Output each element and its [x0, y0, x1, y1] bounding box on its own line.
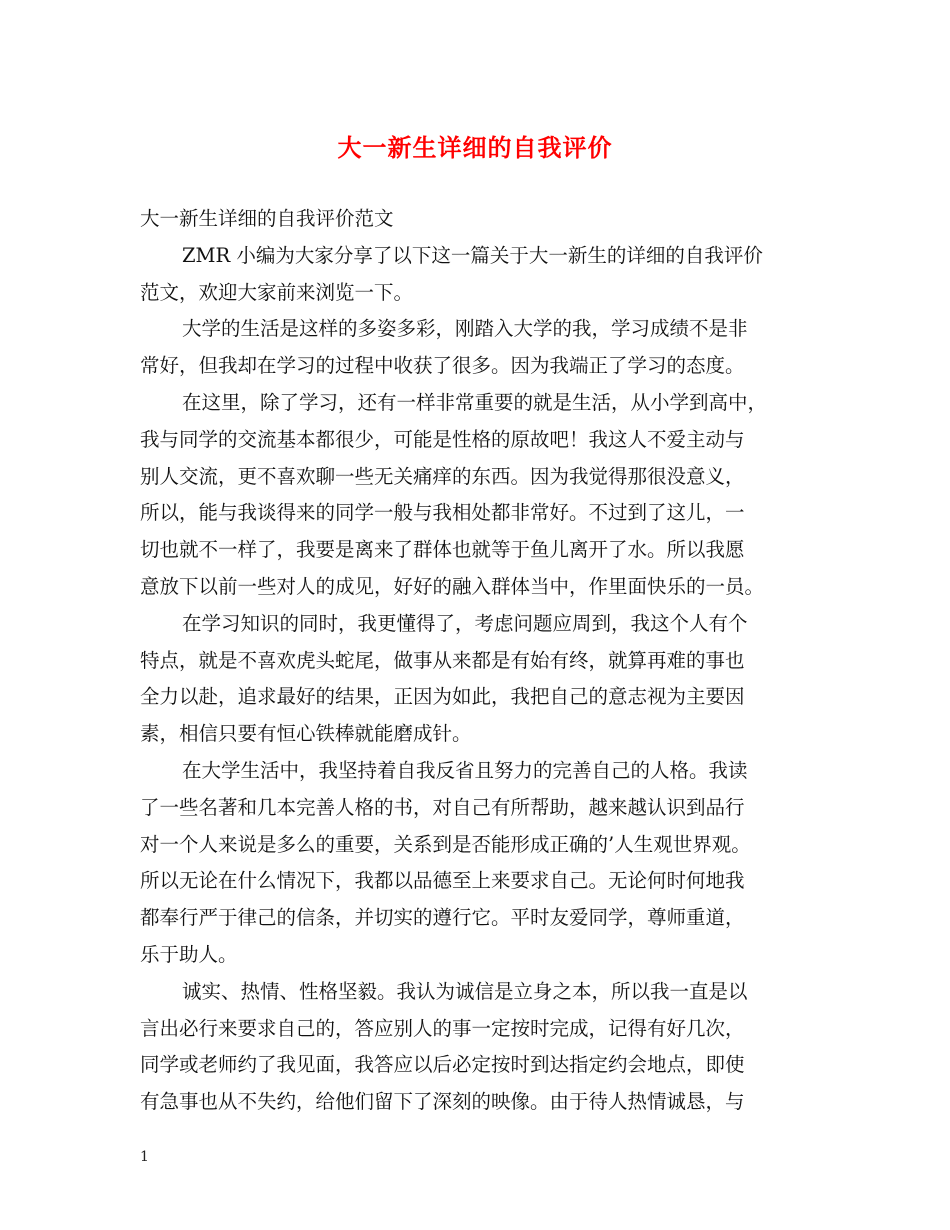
paragraph [140, 974, 830, 1121]
text-line: 意放下以前一些对人的成见，好好的融入群体当中，作里面快乐的一员。 [140, 574, 765, 598]
text-line: 我与同学的交流基本都很少，可能是性格的原故吧！我这人不爱主动与 [140, 427, 745, 451]
text-line: 在这里，除了学习，还有一样非常重要的就是生活，从小学到高中， [182, 390, 768, 414]
text-line: 常好，但我却在学习的过程中收获了很多。因为我端正了学习的态度。 [140, 354, 745, 378]
text-line: 大学的生活是这样的多姿多彩，刚踏入大学的我，学习成绩不是非 [182, 317, 748, 341]
text-line: 有急事也从不失约，给他们留下了深刻的映像。由于待人热情诚恳，与 [140, 1090, 745, 1114]
paragraph [140, 385, 830, 606]
text-line: 言出必行来要求自己的，答应别人的事一定按时完成，记得有好几次， [140, 1016, 745, 1040]
text-line: 全力以赴，追求最好的结果，正因为如此，我把自己的意志视为主要因 [140, 685, 745, 709]
text-line: 乐于助人。 [140, 942, 238, 966]
text-line: 同学或老师约了我见面，我答应以后必定按时到达指定约会地点，即使 [140, 1053, 745, 1077]
text-line: 特点，就是不喜欢虎头蛇尾，做事从来都是有始有终，就算再难的事也 [140, 648, 745, 672]
text-line: 对一个人来说是多么的重要，关系到是否能形成正确的’人生观世界观。 [140, 832, 751, 856]
document-title: 大一新生详细的自我评价 [337, 133, 613, 162]
text-line: 在学习知识的同时，我更懂得了，考虑问题应周到，我这个人有个 [182, 611, 748, 635]
text-line: 别人交流，更不喜欢聊一些无关痛痒的东西。因为我觉得那很没意义， [140, 464, 745, 488]
paragraph [140, 606, 830, 753]
text-line: 素，相信只要有恒心铁棒就能磨成针。 [140, 722, 472, 746]
text-line: 所以无论在什么情况下，我都以品德至上来要求自己。无论何时何地我 [140, 869, 745, 893]
page-number: 1 [140, 1149, 149, 1165]
text-line: 诚实、热情、性格坚毅。我认为诚信是立身之本，所以我一直是以 [182, 979, 748, 1003]
document-body [140, 201, 830, 1121]
text-line: ZMR 小编为大家分享了以下这一篇关于大一新生的详细的自我评价 [182, 243, 763, 267]
paragraph [140, 238, 830, 312]
paragraph [140, 311, 830, 385]
text-line: 范文，欢迎大家前来浏览一下。 [140, 280, 414, 304]
paragraph [140, 753, 830, 974]
text-line: 都奉行严于律己的信条，并切实的遵行它。平时友爱同学，尊师重道， [140, 906, 745, 930]
text-line: 切也就不一样了，我要是离来了群体也就等于鱼儿离开了水。所以我愿 [140, 538, 745, 562]
text-line: 在大学生活中，我坚持着自我反省且努力的完善自己的人格。我读 [182, 758, 748, 782]
text-line: 所以，能与我谈得来的同学一般与我相处都非常好。不过到了这儿，一 [140, 501, 745, 525]
document-subtitle: 大一新生详细的自我评价范文 [140, 207, 394, 230]
text-line: 了一些名著和几本完善人格的书，对自己有所帮助，越来越认识到品行 [140, 795, 745, 819]
